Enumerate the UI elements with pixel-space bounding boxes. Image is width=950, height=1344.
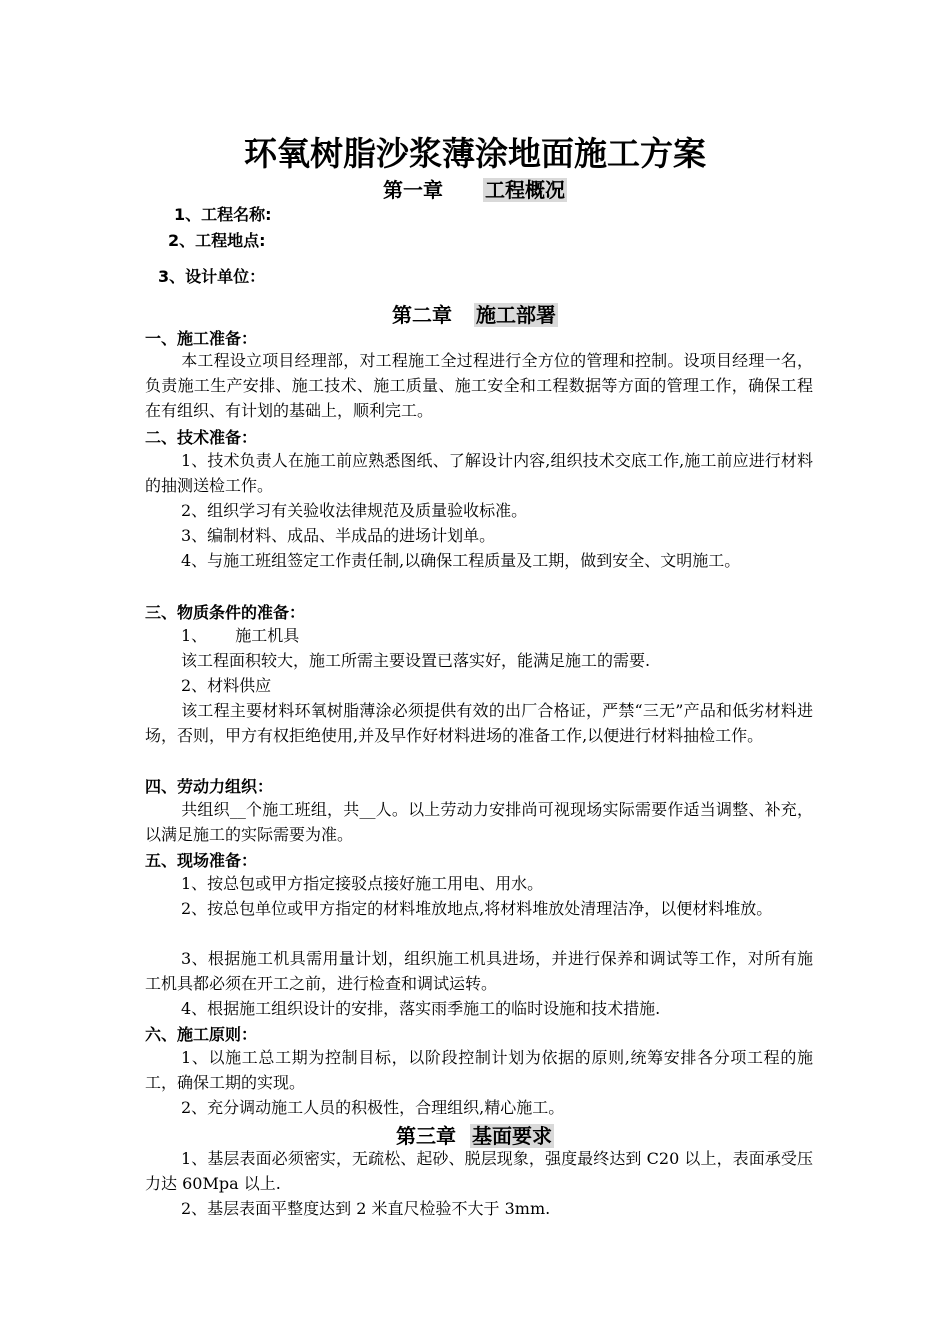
- section-5-item-2: 2、按总包单位或甲方指定的材料堆放地点,将材料堆放处清理洁净，以便材料堆放。: [181, 899, 773, 918]
- section-4-heading: 四、劳动力组织：: [145, 777, 274, 796]
- section-5-item-3: 3、根据施工机具需用量计划，组织施工机具进场，并进行保养和调试等工作，对所有施工机具都必须在开工之前，进行检查和调试运转。: [145, 949, 813, 993]
- chapter-1-number: 第一章: [383, 178, 443, 202]
- section-2-item-4: 4、与施工班组签定工作责任制,以确保工程质量及工期，做到安全、文明施工。: [181, 551, 741, 570]
- project-designer-label: 3、设计单位：: [158, 267, 266, 286]
- section-3-paragraph-2: 该工程主要材料环氧树脂薄涂必须提供有效的出厂合格证，严禁“三无”产品和低劣材料进场，否则，甲方有权拒绝使用,并及早作好材料进场的准备工作,以便进行材料抽检工作。: [145, 701, 813, 745]
- section-2-heading: 二、技术准备：: [145, 428, 258, 447]
- chapter-3-name: 基面要求: [472, 1124, 552, 1148]
- section-1-paragraph: 本工程设立项目经理部，对工程施工全过程进行全方位的管理和控制。设项目经理一名，负责施工生产安排、施工技术、施工质量、施工安全和工程数据等方面的管理工作，确保工程在有组织、有计划的基础上，顺利完工。: [145, 351, 813, 420]
- section-3-paragraph-1: 该工程面积较大，施工所需主要设置已落实好，能满足施工的需要.: [181, 651, 651, 670]
- chapter-3-item-2: 2、基层表面平整度达到 2 米直尺检验不大于 3mm.: [181, 1199, 551, 1218]
- section-6-item-1: 1、以施工总工期为控制目标，以阶段控制计划为依据的原则,统筹安排各分项工程的施工，确保工期的实现。: [145, 1048, 813, 1092]
- project-name-label: 1、工程名称:: [174, 205, 272, 224]
- project-location-label: 2、工程地点:: [168, 231, 266, 250]
- section-6-heading: 六、施工原则：: [145, 1025, 258, 1044]
- section-3-item-1: 1、 施工机具: [181, 626, 300, 645]
- chapter-2-number: 第二章: [392, 303, 452, 327]
- section-5-item-1: 1、按总包或甲方指定接驳点接好施工用电、用水。: [181, 874, 544, 893]
- chapter-3-heading: [0, 1120, 950, 1149]
- chapter-3-item-1: 1、基层表面必须密实，无疏松、起砂、脱层现象，强度最终达到 C20 以上，表面承受压力达 60Mpa 以上.: [145, 1149, 813, 1193]
- section-4-paragraph: 共组织__个施工班组，共__人。以上劳动力安排尚可视现场实际需要作适当调整、补充，以满足施工的实际需要为准。: [145, 800, 813, 844]
- section-1-heading: 一、施工准备：: [145, 329, 258, 348]
- section-3-item-2: 2、材料供应: [181, 676, 272, 695]
- document-title: 环氧树脂沙浆薄涂地面施工方案: [244, 134, 706, 173]
- chapter-1-heading: [0, 174, 950, 203]
- section-2-item-1: 1、技术负责人在施工前应熟悉图纸、了解设计内容,组织技术交底工作,施工前应进行材料的抽测送检工作。: [145, 451, 813, 495]
- chapter-3-number: 第三章: [396, 1124, 456, 1148]
- chapter-2-heading: [0, 299, 950, 328]
- section-2-item-2: 2、组织学习有关验收法律规范及质量验收标准。: [181, 501, 528, 520]
- chapter-1-name: 工程概况: [485, 178, 565, 202]
- section-3-heading: 三、物质条件的准备：: [145, 603, 306, 622]
- section-2-item-3: 3、编制材料、成品、半成品的进场计划单。: [181, 526, 496, 545]
- section-6-item-2: 2、充分调动施工人员的积极性，合理组织,精心施工。: [181, 1098, 565, 1117]
- section-5-item-4: 4、根据施工组织设计的安排，落实雨季施工的临时设施和技术措施.: [181, 999, 661, 1018]
- chapter-2-name: 施工部署: [476, 303, 556, 327]
- section-5-heading: 五、现场准备：: [145, 851, 258, 870]
